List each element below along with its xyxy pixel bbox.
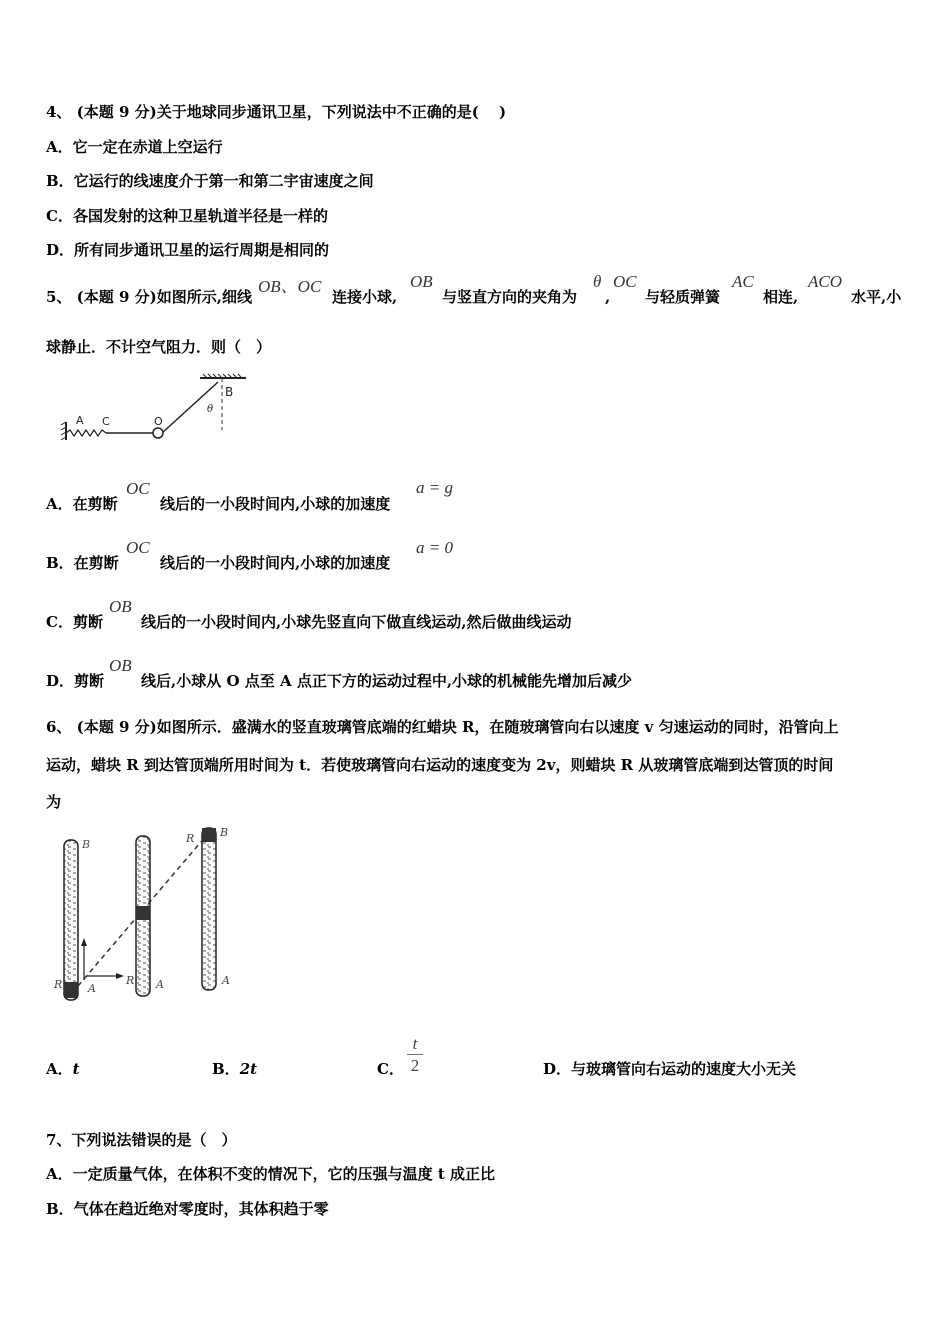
q5-stem-part1: 5、 (本题 9 分)如图所示,细线 xyxy=(46,288,252,306)
q5-label-c: C xyxy=(102,415,110,428)
q5-option-d-text: 线后,小球从 O 点至 A 点正下方的运动过程中,小球的机械能先增加后减少 xyxy=(141,672,633,690)
q5-option-d-pre: D．剪断 xyxy=(46,672,105,690)
q5-label-o: O xyxy=(154,415,163,428)
q5-option-b-math2: a = 0 xyxy=(416,538,453,557)
q6-option-c-label: C． xyxy=(377,1060,404,1078)
q6-label-r3: R xyxy=(186,832,195,845)
q5-option-a-text: 线后的一小段时间内,小球的加速度 xyxy=(160,495,391,513)
q4-option-d: D．所有同步通讯卫星的运行周期是相同的 xyxy=(46,241,330,259)
q5-label-a: A xyxy=(76,414,84,427)
q7-option-b: B．气体在趋近绝对零度时，其体积趋于零 xyxy=(46,1200,329,1218)
q5-math-aco: ACO xyxy=(808,272,842,291)
q6-option-b: B．2t xyxy=(212,1060,258,1078)
q7-option-a: A．一定质量气体，在体积不变的情况下，它的压强与温度 t 成正比 xyxy=(46,1165,496,1183)
q5-math-ac: AC xyxy=(732,272,754,291)
q5-option-a-math1: OC xyxy=(126,479,150,498)
q6-label-r1: R xyxy=(54,978,63,991)
q6-figure xyxy=(52,822,252,1008)
q5-math-ob-oc: OB、OC xyxy=(258,277,322,296)
q5-label-theta: θ xyxy=(207,404,214,415)
q6-label-a3: A xyxy=(222,974,230,987)
q5-option-b-math1: OC xyxy=(126,538,150,557)
q4-option-a: A．它一定在赤道上空运行 xyxy=(46,138,223,156)
q6-label-a1: A xyxy=(88,982,96,995)
q5-math-theta: θ xyxy=(593,272,602,291)
q5-math-ob: OB xyxy=(410,272,433,291)
q5-math-oc: OC xyxy=(613,272,637,291)
q5-stem-part6: 相连, xyxy=(763,288,799,306)
q5-option-b-text: 线后的一小段时间内,小球的加速度 xyxy=(160,554,391,572)
q5-option-d-math1: OB xyxy=(109,656,132,675)
q6-line2: 运动，蜡块 R 到达管顶端所用时间为 t．若使玻璃管向右运动的速度变为 2v，则蜡块 R 从玻璃管底端到达管顶的时间 xyxy=(46,756,834,774)
q4-option-c: C．各国发射的这种卫星轨道半径是一样的 xyxy=(46,207,328,225)
q6-fraction-numerator: t xyxy=(412,1034,418,1053)
q6-fraction-denominator: 2 xyxy=(410,1056,420,1075)
q6-label-r2: R xyxy=(126,974,135,987)
q5-option-b-pre: B．在剪断 xyxy=(46,554,119,572)
q7-stem: 7、下列说法错误的是（ ） xyxy=(46,1131,237,1149)
q5-stem-part7: 水平,小 xyxy=(851,288,902,306)
q5-stem-part3: 与竖直方向的夹角为 xyxy=(442,288,578,306)
q6-line3: 为 xyxy=(46,793,62,811)
q6-label-a2: A xyxy=(156,978,164,991)
q6-option-c-fraction xyxy=(405,1034,425,1075)
q4-stem: 4、 (本题 9 分)关于地球同步通讯卫星，下列说法中不正确的是( ) xyxy=(46,103,507,121)
q6-line1: 6、 (本题 9 分)如图所示．盛满水的竖直玻璃管底端的红蜡块 R，在随玻璃管向右以速度 v 匀速运动的同时，沿管向上 xyxy=(46,718,839,736)
q5-option-c-pre: C．剪断 xyxy=(46,613,103,631)
q5-stem-line2: 球静止．不计空气阻力．则（ ） xyxy=(46,338,272,356)
q5-stem-part4: , xyxy=(605,288,611,306)
q6-option-d: D．与玻璃管向右运动的速度大小无关 xyxy=(543,1060,797,1078)
q6-label-b3: B xyxy=(220,826,229,839)
q5-option-c-math1: OB xyxy=(109,597,132,616)
q5-option-a-pre: A．在剪断 xyxy=(46,495,118,513)
q5-option-c-text: 线后的一小段时间内,小球先竖直向下做直线运动,然后做曲线运动 xyxy=(141,613,572,631)
q5-figure xyxy=(58,370,258,446)
q5-stem-part5: 与轻质弹簧 xyxy=(645,288,721,306)
q6-label-b1: B xyxy=(82,838,91,851)
q4-option-b: B．它运行的线速度介于第一和第二宇宙速度之间 xyxy=(46,172,374,190)
q5-option-a-math2: a = g xyxy=(416,478,453,497)
q5-stem-part2: 连接小球, xyxy=(332,288,398,306)
q5-label-b: B xyxy=(225,385,234,399)
q6-option-a: A．t xyxy=(46,1060,80,1078)
